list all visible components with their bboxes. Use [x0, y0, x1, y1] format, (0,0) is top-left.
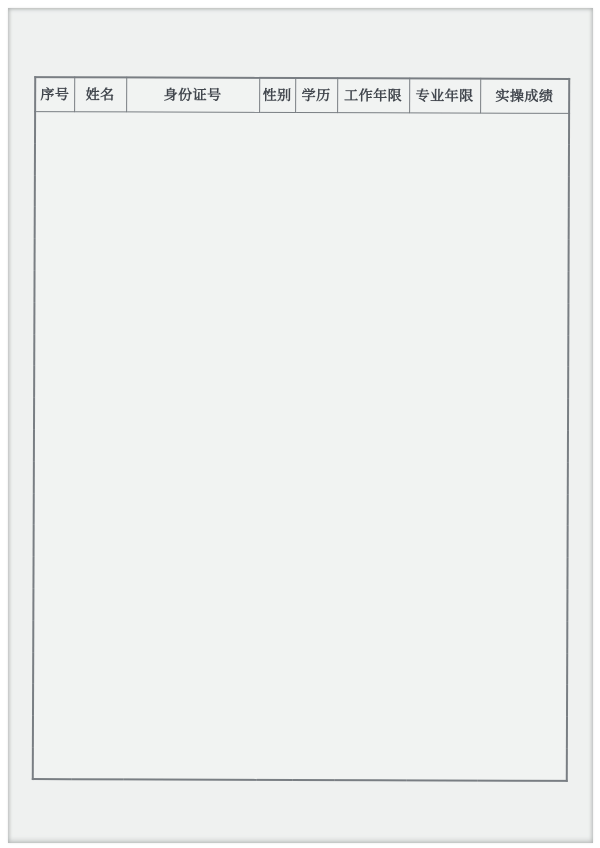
table-row: [34, 493, 568, 527]
table-header: [35, 77, 569, 113]
table-row: [33, 652, 567, 686]
table-row: [34, 397, 568, 431]
table-row: [33, 683, 567, 717]
column-header-education: 学历: [295, 78, 337, 112]
table-row: [35, 111, 569, 145]
table-row: [35, 238, 569, 272]
table-row: [35, 206, 569, 240]
table-row: [34, 302, 568, 336]
column-header-gender: 性别: [259, 78, 295, 112]
table-row: [33, 556, 567, 590]
column-header-major-years: 专业年限: [409, 78, 480, 112]
table-row: [35, 175, 569, 209]
table-row: [34, 461, 568, 495]
table-wrapper: [32, 76, 570, 782]
table-row: [33, 588, 567, 622]
table-row: [34, 334, 568, 368]
column-header-practical-score: 实操成绩: [480, 79, 569, 113]
table-row: [34, 524, 568, 558]
table-row: [33, 620, 567, 654]
column-header-id-number: 身份证号: [126, 77, 259, 111]
candidate-score-table: [32, 76, 570, 782]
table-body: [33, 111, 569, 781]
scanned-page: [8, 8, 593, 843]
table-row: [35, 143, 569, 177]
table-row: [33, 715, 567, 749]
header-row: [35, 77, 569, 113]
column-header-work-years: 工作年限: [337, 78, 409, 112]
table-row: [33, 747, 567, 781]
table-row: [34, 365, 568, 399]
table-row: [34, 270, 568, 304]
table-row: [34, 429, 568, 463]
column-header-seq: 序号: [35, 77, 74, 111]
column-header-name: 姓名: [74, 77, 126, 111]
